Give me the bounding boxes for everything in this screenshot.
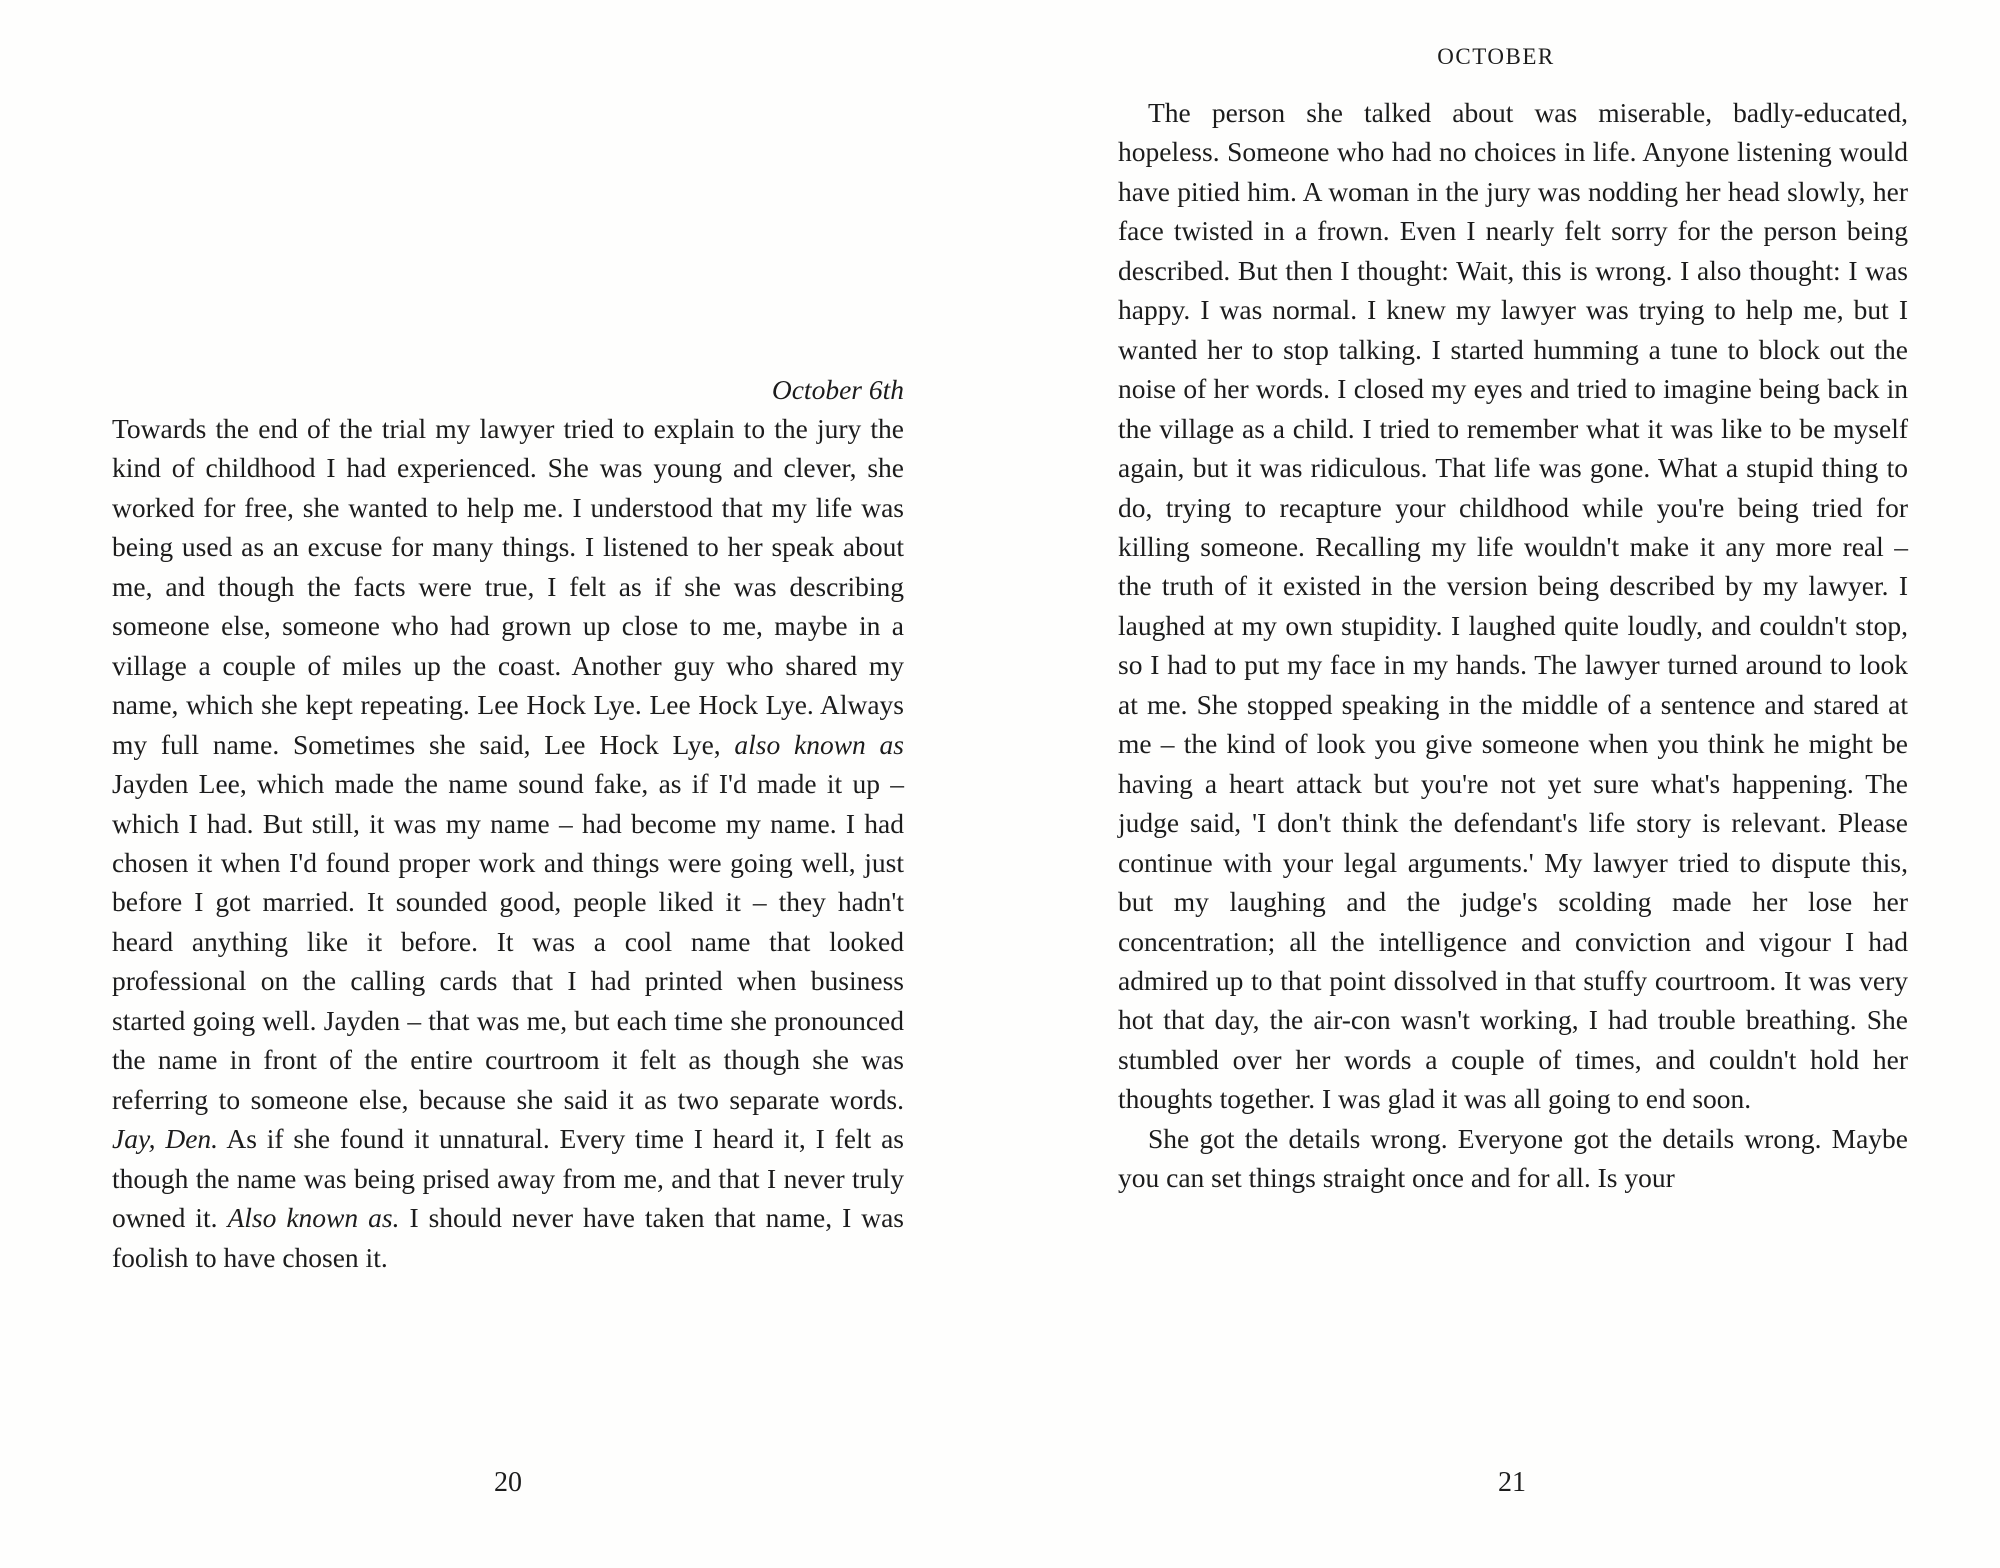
italic-phrase-2: Jay, Den. [112,1123,219,1155]
body-text-1: Towards the end of the trial my lawyer tried to explain to the jury the kind of childhood I had experienced. She was young and clever, she worked for free, she wanted to help me. I understood that my life was being used as an excuse for many things. I listened to her speak about me, and though the facts were true, I felt as if she was describing someone else, someone who had grown up close to me, maybe in a village a couple of miles up the coast. Another guy who shared my name, which she kept repeating. Lee Hock Lye. Lee Hock Lye. Always my full name. Sometimes she said, Lee Hock Lye, [112,413,904,760]
italic-phrase-3: Also known as. [227,1202,400,1234]
left-paragraph [112,409,904,1277]
body-text-4: I should never have taken that name, I was foolish to have chosen it. [112,1202,904,1273]
body-text-2: Jayden Lee, which made the name sound fake, as if I'd made it up – which I had. But still, it was my name – had become my name. I had chosen it when I'd found proper work and things were going well, just before I got married. It sounded good, people liked it – they hadn't heard anything like it before. It was a cool name that looked professional on the calling cards that I had printed when business started going well. Jayden – that was me, but each time she pronounced the name in front of the entire courtroom it felt as though she was referring to someone else, because she said it as two separate words. [112,768,904,1115]
running-head: OCTOBER [1437,44,1555,69]
right-page-body [1118,93,1908,1198]
page-number-right: 21 [1498,1467,1526,1498]
body-text-3: As if she found it unnatural. Every time I heard it, I felt as though the name was being prised away from me, and that I never truly owned it. [112,1123,904,1234]
page-number-left: 20 [494,1467,522,1498]
right-paragraph-1: The person she talked about was miserable, badly-educated, hopeless. Someone who had no choices in life. Anyone listening would have pitied him. A woman in the jury was nodding her head slowly, her face twisted in a frown. Even I nearly felt sorry for the person being described. But then I thought: Wait, this is wrong. I also thought: I was happy. I was normal. I knew my lawyer was trying to help me, but I wanted her to stop talking. I started humming a tune to block out the noise of her words. I closed my eyes and tried to imagine being back in the village as a child. I tried to remember what it was like to be myself again, but it was ridiculous. That life was gone. What a stupid thing to do, trying to recapture your childhood while you're being tried for killing someone. Recalling my life wouldn't make it any more real – the truth of it existed in the version being described by my lawyer. I laughed at my own stupidity. I laughed quite loudly, and couldn't stop, so I had to put my face in my hands. The lawyer turned around to look at me. She stopped speaking in the middle of a sentence and stared at me – the kind of look you give someone when you think he might be having a heart attack but you're not yet sure what's happening. The judge said, 'I don't think the defendant's life story is relevant. Please continue with your legal arguments.' My lawyer tried to dispute this, but my laughing and the judge's scolding made her lose her concentration; all the intelligence and conviction and vigour I had admired up to that point dissolved in that stuffy courtroom. It was very hot that day, the air-con wasn't working, I had trouble breathing. She stumbled over her words a couple of times, and couldn't hold her thoughts together. I was glad it was all going to end soon. [1118,97,1908,1115]
right-paragraph-2: She got the details wrong. Everyone got the details wrong. Maybe you can set things straight once and for all. Is your [1118,1122,1908,1194]
entry-date: October 6th [771,374,904,405]
italic-phrase-1: also known as [734,728,904,760]
left-page-body [112,409,904,1277]
